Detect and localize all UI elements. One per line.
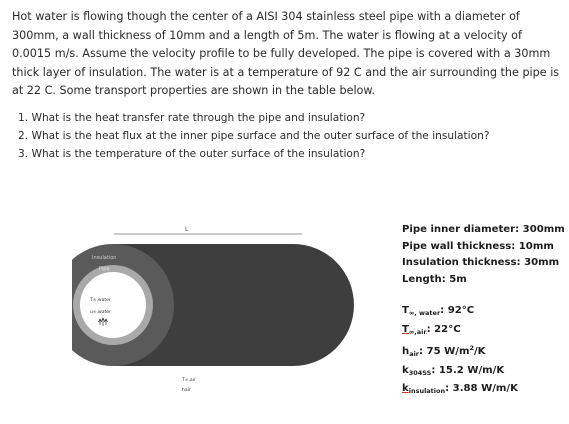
wall-thickness: Pipe wall thickness: 10mm — [402, 240, 554, 252]
insulation-label: Insulation — [92, 255, 117, 261]
inner-diameter: Pipe inner diameter: 300mm — [402, 224, 565, 235]
insulation-thickness: Insulation thickness: 30mm — [402, 257, 560, 268]
steel-conductivity-value: : 15.2 W/m/K — [431, 364, 505, 376]
air-temperature — [402, 322, 518, 341]
flow-arrows-icon — [99, 318, 108, 326]
length: Length: 5m — [402, 273, 467, 285]
water-temperature-label: T∞,water — [90, 298, 111, 303]
insulation-conductivity — [402, 381, 518, 400]
steel-conductivity-symbol: k — [402, 364, 409, 376]
insulation-conductivity-symbol: k — [402, 383, 409, 394]
air-temperature-label: T∞,air — [182, 378, 196, 383]
pipe-label: Pipe — [99, 266, 110, 272]
water-temperature — [402, 303, 518, 322]
water-temperature-symbol: T — [402, 305, 409, 316]
air-convection-label: hair — [182, 388, 191, 393]
question-2: 2. What is the heat flux at the inner pipe surface and the outer surface of the insulation? — [18, 130, 490, 142]
dimensions-list — [402, 222, 565, 288]
air-temperature-symbol: T — [402, 323, 409, 335]
air-temperature-subscript: ∞,air — [408, 327, 427, 336]
length-label: L — [185, 226, 189, 233]
water-temperature-value: : 92°C — [440, 305, 475, 316]
steel-conductivity-subscript: 304SS — [408, 368, 432, 377]
air-convection-value: : 75 W/m — [419, 346, 470, 357]
steel-conductivity — [402, 363, 518, 382]
air-convection-symbol: h — [402, 346, 410, 357]
question-1: 1. What is the heat transfer rate through the pipe and insulation? — [18, 112, 366, 124]
air-convection-coefficient — [402, 340, 518, 363]
insulation-conductivity-value: : 3.88 W/m/K — [445, 383, 518, 394]
question-3: 3. What is the temperature of the outer surface of the insulation? — [18, 148, 366, 160]
pipe-diagram — [72, 222, 372, 402]
air-convection-unit: /K — [474, 346, 486, 357]
air-temperature-value: : 22°C — [426, 323, 461, 335]
water-temperature-subscript: ∞, water — [408, 309, 441, 317]
problem-statement: Hot water is flowing though the center of a AISI 304 stainless steel pipe with a diameter of 300mm, a wall thickness of 10mm and a length of 5m. The water is flowing at a velocity of 0.0015 m/s. Assume the velocity profile to be fully developed. The pipe is covered with a 30mm thick layer of insulation. The water is at a temperature of 92 C and the air surrounding the pipe is at 22 C. Some transport properties are shown in the table below. — [12, 10, 560, 98]
water-core — [80, 272, 146, 338]
water-velocity-label: u∞,water — [90, 310, 111, 315]
air-convection-subscript: air — [409, 350, 420, 358]
properties-list — [402, 303, 518, 400]
question-list — [18, 109, 489, 163]
insulation-conductivity-subscript: insulation — [408, 387, 446, 395]
air-convection-exponent: 2 — [469, 344, 474, 352]
